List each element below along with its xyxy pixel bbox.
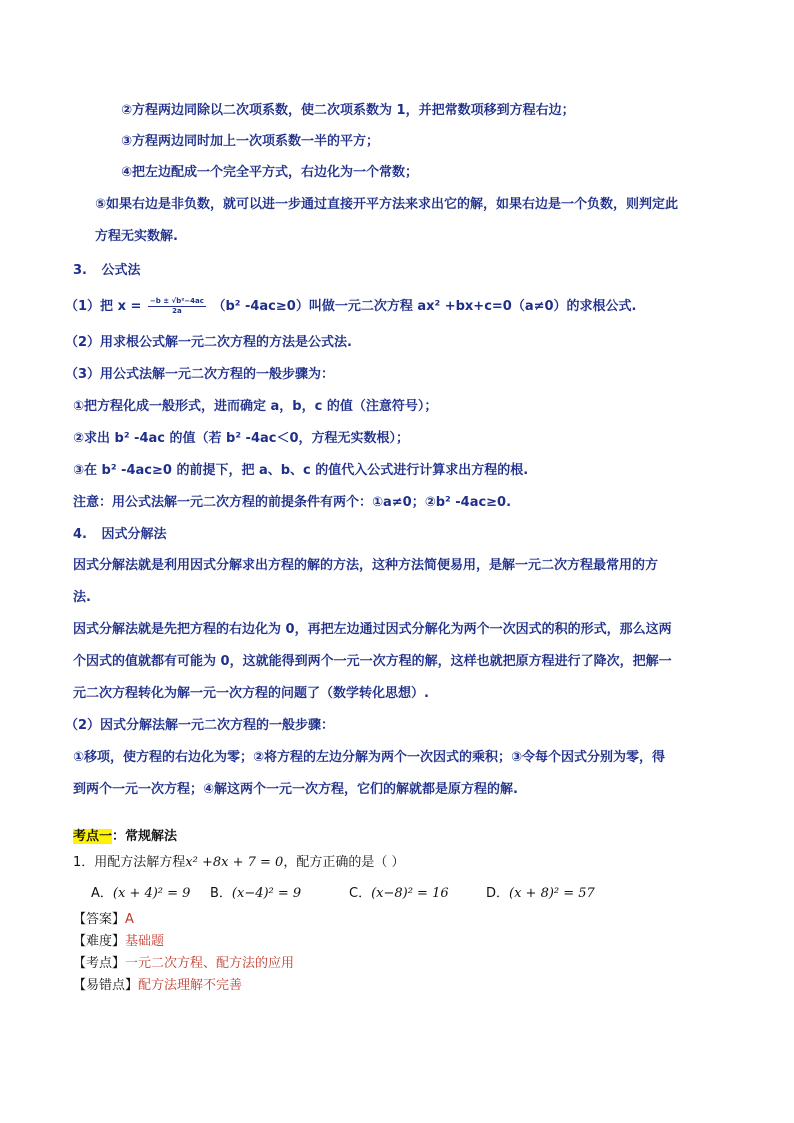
formula-item-2: （2）用求根公式解一元二次方程的方法是公式法. xyxy=(65,335,352,350)
option-expression: (x−8)² = 16 xyxy=(371,886,449,901)
factor-paragraph-1-line-2: 法. xyxy=(73,590,91,605)
section-3-heading xyxy=(73,262,141,280)
option-expression: (x + 8)² = 57 xyxy=(509,886,595,901)
formula-item-3: （3）用公式法解一元二次方程的一般步骤为： xyxy=(65,367,335,382)
topic-tag: 【考点】 xyxy=(73,956,126,971)
question-text: 1．用配方法解方程 xyxy=(73,855,186,870)
difficulty-tag: 【难度】 xyxy=(73,934,126,949)
difficulty-row xyxy=(73,933,164,951)
topic-value: 一元二次方程、配方法的应用 xyxy=(125,956,295,971)
step-5-line-2: 方程无实数解. xyxy=(95,229,178,244)
question-1 xyxy=(73,854,404,872)
section-number: 3. xyxy=(73,263,87,278)
formula-numerator: −b ± √b²−4ac xyxy=(149,297,204,305)
exam-point-title: ：常规解法 xyxy=(112,829,178,844)
section-title: 公式法 xyxy=(101,263,141,278)
factor-paragraph-2-line-2: 个因式的值就都有可能为 0，这就能得到两个一元一次方程的解，这样也就把原方程进行了降次，把解一 xyxy=(73,654,672,669)
answer-row xyxy=(73,911,134,929)
option-a[interactable] xyxy=(91,885,190,903)
answer-tag: 【答案】 xyxy=(73,912,126,927)
factor-paragraph-2-line-3: 元二次方程转化为解一元一次方程的问题了（数学转化思想）. xyxy=(73,686,429,701)
topic-row xyxy=(73,955,294,973)
quadratic-formula-fraction xyxy=(148,297,206,316)
formula-step-3: ③在 b² -4ac≥0 的前提下，把 a、b、c 的值代入公式进行计算求出方程的根. xyxy=(73,463,529,478)
formula-note: 注意：用公式法解一元二次方程的前提条件有两个：①a≠0；②b² -4ac≥0. xyxy=(73,495,512,510)
formula-denominator: 2a xyxy=(172,307,182,315)
formula-step-1: ①把方程化成一般形式，进而确定 a，b，c 的值（注意符号）； xyxy=(73,399,438,414)
factor-paragraph-1-line-1: 因式分解法就是利用因式分解求出方程的解的方法，这种方法简便易用，是解一元二次方程最常用的方 xyxy=(73,558,659,573)
answer-value: A xyxy=(125,912,134,927)
section-4-heading xyxy=(73,526,167,544)
difficulty-value: 基础题 xyxy=(125,934,165,949)
section-number: 4. xyxy=(73,527,87,542)
step-5-line-1: ⑤如果右边是非负数，就可以进一步通过直接开平方法来求出它的解，如果右边是一个负数，则判定此 xyxy=(95,197,679,212)
option-c[interactable] xyxy=(349,885,449,903)
step-4: ④把左边配成一个完全平方式，右边化为一个常数； xyxy=(121,165,419,180)
option-expression: (x−4)² = 9 xyxy=(231,886,302,901)
factor-steps-line-2: 到两个一元一次方程；④解这两个一元一次方程，它们的解就都是原方程的解. xyxy=(73,782,518,797)
option-d[interactable] xyxy=(486,885,595,903)
option-label: C． xyxy=(349,886,372,901)
mistake-value: 配方法理解不完善 xyxy=(138,978,243,993)
factor-steps-line-1: ①移项，使方程的右边化为零；②将方程的左边分解为两个一次因式的乘积；③令每个因式分别为零，得 xyxy=(73,750,666,765)
option-expression: (x + 4)² = 9 xyxy=(112,886,191,901)
option-b[interactable] xyxy=(210,885,301,903)
option-label: D． xyxy=(486,886,510,901)
question-equation: x² +8x + 7 = 0 xyxy=(185,855,284,870)
formula-suffix: （b² -4ac≥0）叫做一元二次方程 ax² +bx+c=0（a≠0）的求根公式. xyxy=(212,299,637,314)
step-2: ②方程两边同除以二次项系数，使二次项系数为 1，并把常数项移到方程右边； xyxy=(121,103,575,118)
formula-step-2: ②求出 b² -4ac 的值（若 b² -4ac＜0，方程无实数根）； xyxy=(73,431,410,446)
exam-point-heading xyxy=(73,828,177,846)
formula-prefix: （1）把 x = xyxy=(65,299,142,314)
option-label: B． xyxy=(210,886,232,901)
factor-paragraph-2-line-1: 因式分解法就是先把方程的右边化为 0，再把左边通过因式分解化为两个一次因式的积的形式，那么这两 xyxy=(73,622,672,637)
formula-definition xyxy=(65,294,637,320)
mistake-row xyxy=(73,977,242,995)
step-3: ③方程两边同时加上一次项系数一半的平方； xyxy=(121,134,380,149)
factor-item-2: （2）因式分解法解一元二次方程的一般步骤： xyxy=(65,718,335,733)
section-title: 因式分解法 xyxy=(101,527,167,542)
option-label: A． xyxy=(91,886,113,901)
exam-point-label: 考点一 xyxy=(73,829,113,844)
mistake-tag: 【易错点】 xyxy=(73,978,139,993)
question-tail: ，配方正确的是（ ） xyxy=(283,855,405,870)
